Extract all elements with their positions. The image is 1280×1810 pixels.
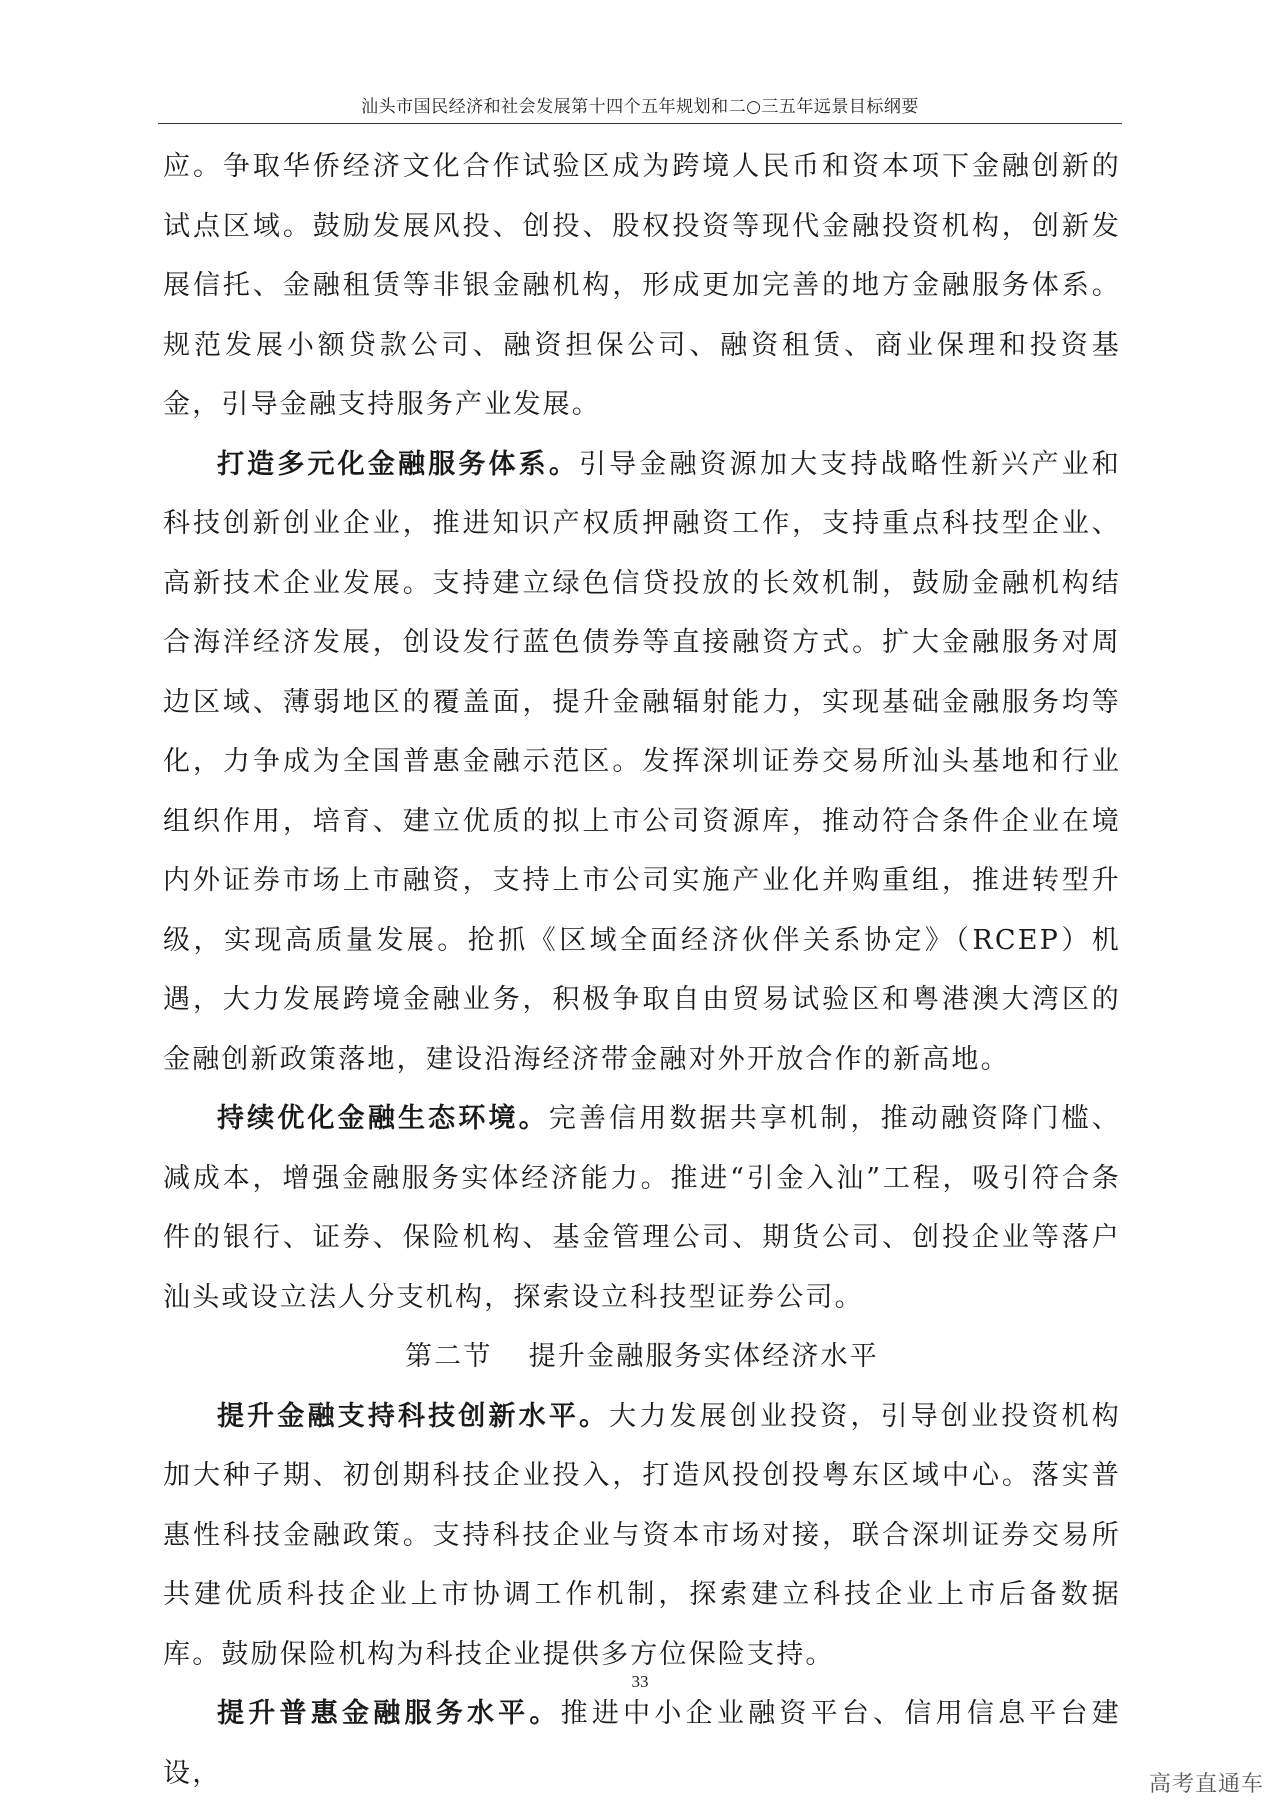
paragraph-text: 大力发展创业投资，引导创业投资机构加大种子期、初创期科技企业投入，打造风投创投粤东区域中心。落实普惠性科技金融政策。支持科技企业与资本市场对接，联合深圳证券交易所共建优质科技企业上市协调工作机制，探索建立科技企业上市后备数据库。鼓励保险机构为科技企业提供多方位保险支持。 (163, 1400, 1121, 1670)
paragraph-text: 推进中小企业融资平台、信用信息平台建设， (163, 1698, 1121, 1789)
document-body (163, 137, 1121, 1803)
section-title: 提升金融服务实体经济水平 (528, 1341, 879, 1372)
running-header-title: 汕头市国民经济和社会发展第十四个五年规划和二○三五年远景目标纲要 (361, 97, 919, 117)
paragraph-continuation (163, 137, 1121, 435)
paragraph-lead-heading: 持续优化金融生态环境。 (217, 1103, 549, 1134)
paragraph-lead-heading: 提升金融支持科技创新水平。 (217, 1400, 610, 1432)
paragraph-financial-service-system (163, 435, 1121, 1090)
paragraph-text: 引导金融资源加大支持战略性新兴产业和科技创新创业企业，推进知识产权质押融资工作，支持重点科技型企业、高新技术企业发展。支持建立绿色信贷投放的长效机制，鼓励金融机构结合海洋经济发展，创设发行蓝色债券等直接融资方式。扩大金融服务对周边区域、薄弱地区的覆盖面，提升金融辐射能力，实现基础金融服务均等化，力争成为全国普惠金融示范区。发挥深圳证券交易所汕头基地和行业组织作用，培育、建立优质的拟上市公司资源库，推动符合条件企业在境内外证券市场上市融资，支持上市公司实施产业化并购重组，推进转型升级，实现高质量发展。抢抓《区域全面经济伙伴关系协定》（RCEP）机遇，大力发展跨境金融业务，积极争取自由贸易试验区和粤港澳大湾区的金融创新政策落地，建设沿海经济带金融对外开放合作的新高地。 (163, 448, 1121, 1075)
section-number: 第二节 (404, 1341, 493, 1372)
header-divider (158, 123, 1122, 124)
paragraph-tech-innovation (163, 1387, 1121, 1685)
paragraph-lead-heading: 提升普惠金融服务水平。 (217, 1698, 561, 1729)
paragraph-text: 完善信用数据共享机制，推动融资降门槛、减成本，增强金融服务实体经济能力。推进“引金入汕”工程，吸引符合条件的银行、证券、保险机构、基金管理公司、期货公司、创投企业等落户汕头或设立法人分支机构，探索设立科技型证券公司。 (163, 1103, 1121, 1313)
paragraph-inclusive-finance (163, 1684, 1121, 1803)
watermark: 高考直通车 (1148, 1772, 1264, 1797)
paragraph-text: 应。争取华侨经济文化合作试验区成为跨境人民币和资本项下金融创新的试点区域。鼓励发展风投、创投、股权投资等现代金融投资机构，创新发展信托、金融租赁等非银金融机构，形成更加完善的地方金融服务体系。规范发展小额贷款公司、融资担保公司、融资租赁、商业保理和投资基金，引导金融支持服务产业发展。 (163, 151, 1121, 420)
paragraph-lead-heading: 打造多元化金融服务体系。 (217, 448, 579, 480)
page-number: 33 (631, 1672, 649, 1691)
section-heading (163, 1327, 1121, 1387)
paragraph-financial-ecology (163, 1089, 1121, 1327)
